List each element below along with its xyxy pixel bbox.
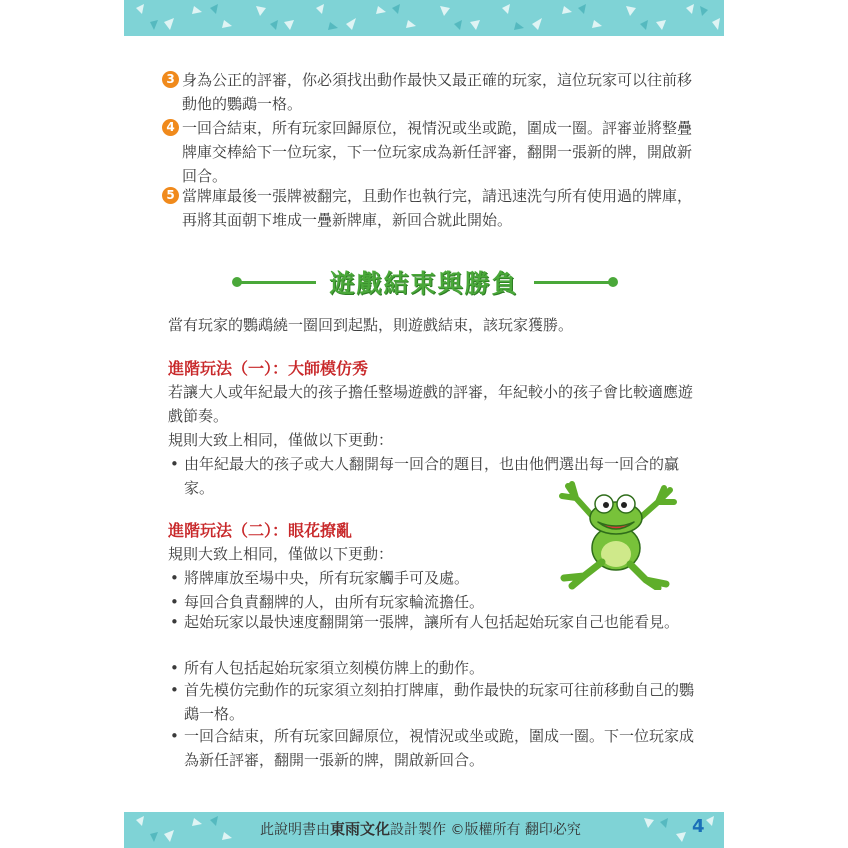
frog-illustration xyxy=(554,480,684,590)
step-3 xyxy=(162,68,692,116)
bullet-text: 將牌庫放至場中央，所有玩家觸手可及處。 xyxy=(184,569,470,587)
step-5 xyxy=(162,184,692,232)
footer-suffix: 設計製作 ©版權所有 翻印必究 xyxy=(390,822,581,838)
bullet-text: 所有人包括起始玩家須立刻模仿牌上的動作。 xyxy=(184,659,485,677)
advanced-rule-1-heading: 進階玩法（一）：大師模仿秀 xyxy=(168,359,369,378)
page-number: 4 xyxy=(692,816,705,837)
title-right-dot xyxy=(608,277,618,287)
bullet-item xyxy=(168,610,698,634)
bullet-dot: • xyxy=(170,681,179,699)
step-number-badge: 5 xyxy=(162,187,179,204)
bullet-dot: • xyxy=(170,659,179,677)
advanced-rule-1-rule-intro: 規則大致上相同，僅做以下更動： xyxy=(168,431,394,449)
bullet-item xyxy=(168,724,698,772)
bullet-text: 起始玩家以最快速度翻開第一張牌，讓所有人包括起始玩家自己也能看見。 xyxy=(184,613,680,631)
bullet-item xyxy=(168,656,698,680)
bullet-dot: • xyxy=(170,727,179,745)
step-text: 身為公正的評審，你必須找出動作最快又最正確的玩家，這位玩家可以往前移動他的鸚鵡一格。 xyxy=(182,71,693,113)
bullet-dot: • xyxy=(170,569,179,587)
footer-prefix: 此說明書由 xyxy=(260,822,330,838)
triangle-pattern xyxy=(124,0,724,36)
advanced-rule-1-intro: 若讓大人或年紀最大的孩子擔任整場遊戲的評審，年紀較小的孩子會比較適應遊戲節奏。 xyxy=(168,383,694,425)
title-left-line xyxy=(238,281,316,284)
bullet-dot: • xyxy=(170,455,179,473)
bottom-decorative-band xyxy=(124,812,724,848)
bullet-item xyxy=(168,678,698,726)
step-text: 一回合結束，所有玩家回歸原位，視情況或坐或跪，圍成一圈。評審並將整疊牌庫交棒給下一位玩家，下一位玩家成為新任評審，翻開一張新的牌，開啟新回合。 xyxy=(182,119,693,185)
bullet-text: 一回合結束，所有玩家回歸原位，視情況或坐或跪，圍成一圈。下一位玩家成為新任評審，翻開一張新的牌，開啟新回合。 xyxy=(184,727,695,769)
footer-copyright xyxy=(260,818,581,839)
section-title-game-end xyxy=(124,262,724,302)
advanced-rule-2-rule-intro: 規則大致上相同，僅做以下更動： xyxy=(168,545,394,563)
bullet-dot: • xyxy=(170,613,179,631)
manual-page xyxy=(124,0,724,848)
step-number-badge: 3 xyxy=(162,71,179,88)
bullet-text: 由年紀最大的孩子或大人翻開每一回合的題目，也由他們選出每一回合的贏家。 xyxy=(184,455,680,497)
bullet-text: 首先模仿完動作的玩家須立刻拍打牌庫，動作最快的玩家可往前移動自己的鸚鵡一格。 xyxy=(184,681,695,723)
top-decorative-band xyxy=(124,0,724,36)
step-text: 當牌庫最後一張牌被翻完，且動作也執行完，請迅速洗勻所有使用過的牌庫，再將其面朝下堆成一疊新牌庫，新回合就此開始。 xyxy=(182,187,693,229)
step-number-badge: 4 xyxy=(162,119,179,136)
section-title-label: 遊戲結束與勝負 xyxy=(329,269,519,298)
bullet-text: 每回合負責翻牌的人，由所有玩家輪流擔任。 xyxy=(184,593,485,611)
footer-brand: 東雨文化 xyxy=(330,820,391,838)
game-end-text: 當有玩家的鸚鵡繞一圈回到起點，則遊戲結束，該玩家獲勝。 xyxy=(168,316,574,334)
advanced-rule-2-heading: 進階玩法（二）：眼花撩亂 xyxy=(168,521,353,540)
step-4 xyxy=(162,116,692,188)
title-right-line xyxy=(534,281,612,284)
bullet-dot: • xyxy=(170,593,179,611)
